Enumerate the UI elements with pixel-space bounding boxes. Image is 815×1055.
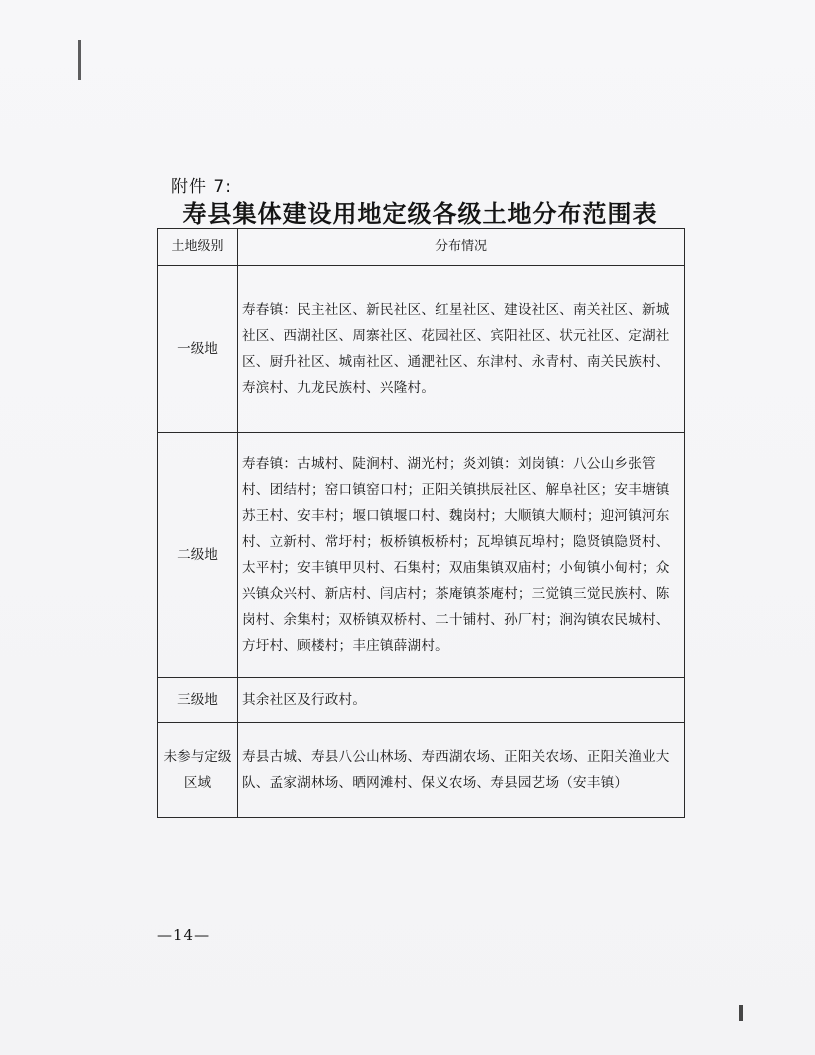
scan-edge-mark-bottom — [739, 1005, 743, 1021]
distribution-cell: 寿县古城、寿县八公山林场、寿西湖农场、正阳关农场、正阳关渔业大队、孟家湖林场、晒网滩村、保义农场、寿县园艺场（安丰镇） — [238, 723, 685, 818]
attachment-label: 附件 7: — [171, 177, 232, 197]
land-level-cell: 一级地 — [158, 266, 238, 433]
column-header-distribution: 分布情况 — [238, 229, 685, 266]
distribution-cell: 寿春镇：古城村、陡涧村、湖光村；炎刘镇：刘岗镇：八公山乡张管村、团结村；窑口镇窑口村；正阳关镇拱辰社区、解阜社区；安丰塘镇苏王村、安丰村；堰口镇堰口村、魏岗村；大顺镇大顺村；迎河镇河东村、立新村、常圩村；板桥镇板桥村；瓦埠镇瓦埠村；隐贤镇隐贤村、太平村；安丰镇甲贝村、石集村；双庙集镇双庙村；小甸镇小甸村；众兴镇众兴村、新店村、闫店村；茶庵镇茶庵村；三觉镇三觉民族村、陈岗村、余集村；双桥镇双桥村、二十铺村、孙厂村；涧沟镇农民城村、方圩村、顾楼村；丰庄镇薛湖村。 — [238, 433, 685, 678]
table-row-level-3 — [158, 678, 685, 723]
table-header-row — [158, 229, 685, 266]
land-level-cell: 三级地 — [158, 678, 238, 723]
land-level-cell: 二级地 — [158, 433, 238, 678]
column-header-level: 土地级别 — [158, 229, 238, 266]
distribution-cell: 其余社区及行政村。 — [238, 678, 685, 723]
table-row-unrated — [158, 723, 685, 818]
land-distribution-table — [157, 228, 685, 818]
document-title: 寿县集体建设用地定级各级土地分布范围表 — [182, 200, 658, 228]
table-row-level-1 — [158, 266, 685, 433]
page-number: —14— — [157, 926, 211, 944]
scan-edge-mark — [78, 40, 81, 80]
land-level-cell: 未参与定级区域 — [158, 723, 238, 818]
table-row-level-2 — [158, 433, 685, 678]
distribution-cell: 寿春镇：民主社区、新民社区、红星社区、建设社区、南关社区、新城社区、西湖社区、周寨社区、花园社区、宾阳社区、状元社区、定湖社区、厨升社区、城南社区、通淝社区、东津村、永青村、南关民族村、寿滨村、九龙民族村、兴隆村。 — [238, 266, 685, 433]
